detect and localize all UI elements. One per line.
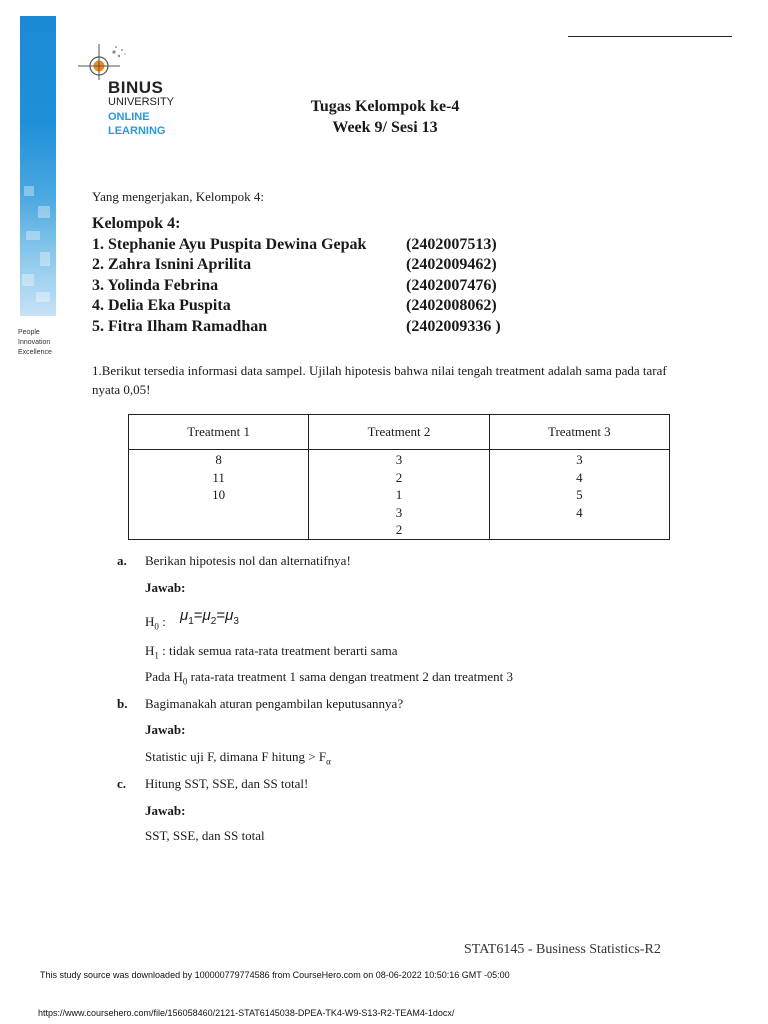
qc-answer: SST, SSE, dan SS total: [145, 828, 265, 843]
intro-text: Yang mengerjakan, Kelompok 4:: [92, 189, 264, 204]
member-row: 4. Delia Eka Puspita (2402008062): [92, 297, 497, 314]
table-header: Treatment 2: [309, 415, 489, 450]
h0-label: $H_0$ :: [145, 614, 166, 632]
h0-explanation: Pada $H_0$ rata-rata treatment 1 sama dengan treatment 2 dan treatment 3: [145, 669, 513, 687]
logo-learning: LEARNING: [108, 125, 166, 137]
question-1: 1.Berikut tersedia informasi data sampel. Ujilah hipotesis bahwa nilai tengah treatment adalah sama pada taraf nyata 0,05!: [92, 363, 667, 397]
member-list: [92, 214, 501, 337]
h1-statement: $H_1$ : tidak semua rata-rata treatment berarti sama: [145, 643, 398, 661]
table-row: [129, 450, 670, 540]
member-row: 5. Fitra Ilham Ramadhan (2402009336 ): [92, 317, 501, 335]
header-rule: [568, 36, 732, 37]
source-url: https://www.coursehero.com/file/156058460/2121-STAT6145038-DPEA-TK4-W9-S13-R2-TEAM4-1docx/: [38, 1008, 455, 1018]
tagline: [18, 328, 52, 358]
binus-logo-icon: [72, 38, 132, 82]
sidebar-band: [20, 16, 56, 316]
qb-answer: Statistic uji F, dimana F hitung > $F_\alpha$: [145, 749, 331, 767]
logo-online-learning: [108, 110, 188, 138]
qb-answer-label: Jawab:: [145, 722, 186, 737]
table-cell-treatment2: 3 2 1 3 2: [309, 450, 489, 540]
qc-answer-label: Jawab:: [145, 803, 186, 818]
table-cell-treatment1: 8 11 10: [129, 450, 309, 540]
qa-answer-label: Jawab:: [145, 580, 186, 595]
table-header: Treatment 3: [489, 415, 669, 450]
group-heading: Kelompok 4:: [92, 215, 181, 232]
source-notice: This study source was downloaded by 100000779774586 from CourseHero.com on 08-06-2022 10:50:16 GMT -05:00: [40, 970, 510, 980]
table-header: Treatment 1: [129, 415, 309, 450]
qa-label: a.: [117, 553, 127, 568]
treatment-table: [128, 414, 670, 540]
member-row: 1. Stephanie Ayu Puspita Dewina Gepak (2402007513): [92, 235, 497, 253]
qb-question: Bagimanakah aturan pengambilan keputusannya?: [145, 696, 404, 711]
logo-binus: BINUS: [108, 78, 164, 97]
logo-online: ONLINE: [108, 111, 150, 123]
qb-label: b.: [117, 696, 128, 711]
tagline-innovation: Innovation: [18, 339, 51, 346]
tagline-people: People: [18, 329, 40, 336]
tagline-excellence: Excellence: [18, 349, 52, 356]
title-line2: Week 9/ Sesi 13: [332, 119, 438, 136]
logo-university: UNIVERSITY: [108, 96, 175, 108]
qa-question: Berikan hipotesis nol dan alternatifnya!: [145, 553, 351, 568]
member-row: 2. Zahra Isnini Aprilita (2402009462): [92, 256, 497, 273]
document-title: [200, 96, 570, 138]
qc-question: Hitung SST, SSE, dan SS total!: [145, 776, 309, 791]
qc-label: c.: [117, 776, 127, 791]
h0-formula: $\mu_1=\mu_2=\mu_3$: [180, 607, 239, 627]
member-row: 3. Yolinda Febrina (2402007476): [92, 276, 497, 294]
table-cell-treatment3: 3 4 5 4: [489, 450, 669, 540]
course-footer: STAT6145 - Business Statistics-R2: [464, 942, 661, 957]
table-header-row: [129, 415, 670, 450]
title-line1: Tugas Kelompok ke-4: [310, 98, 460, 115]
